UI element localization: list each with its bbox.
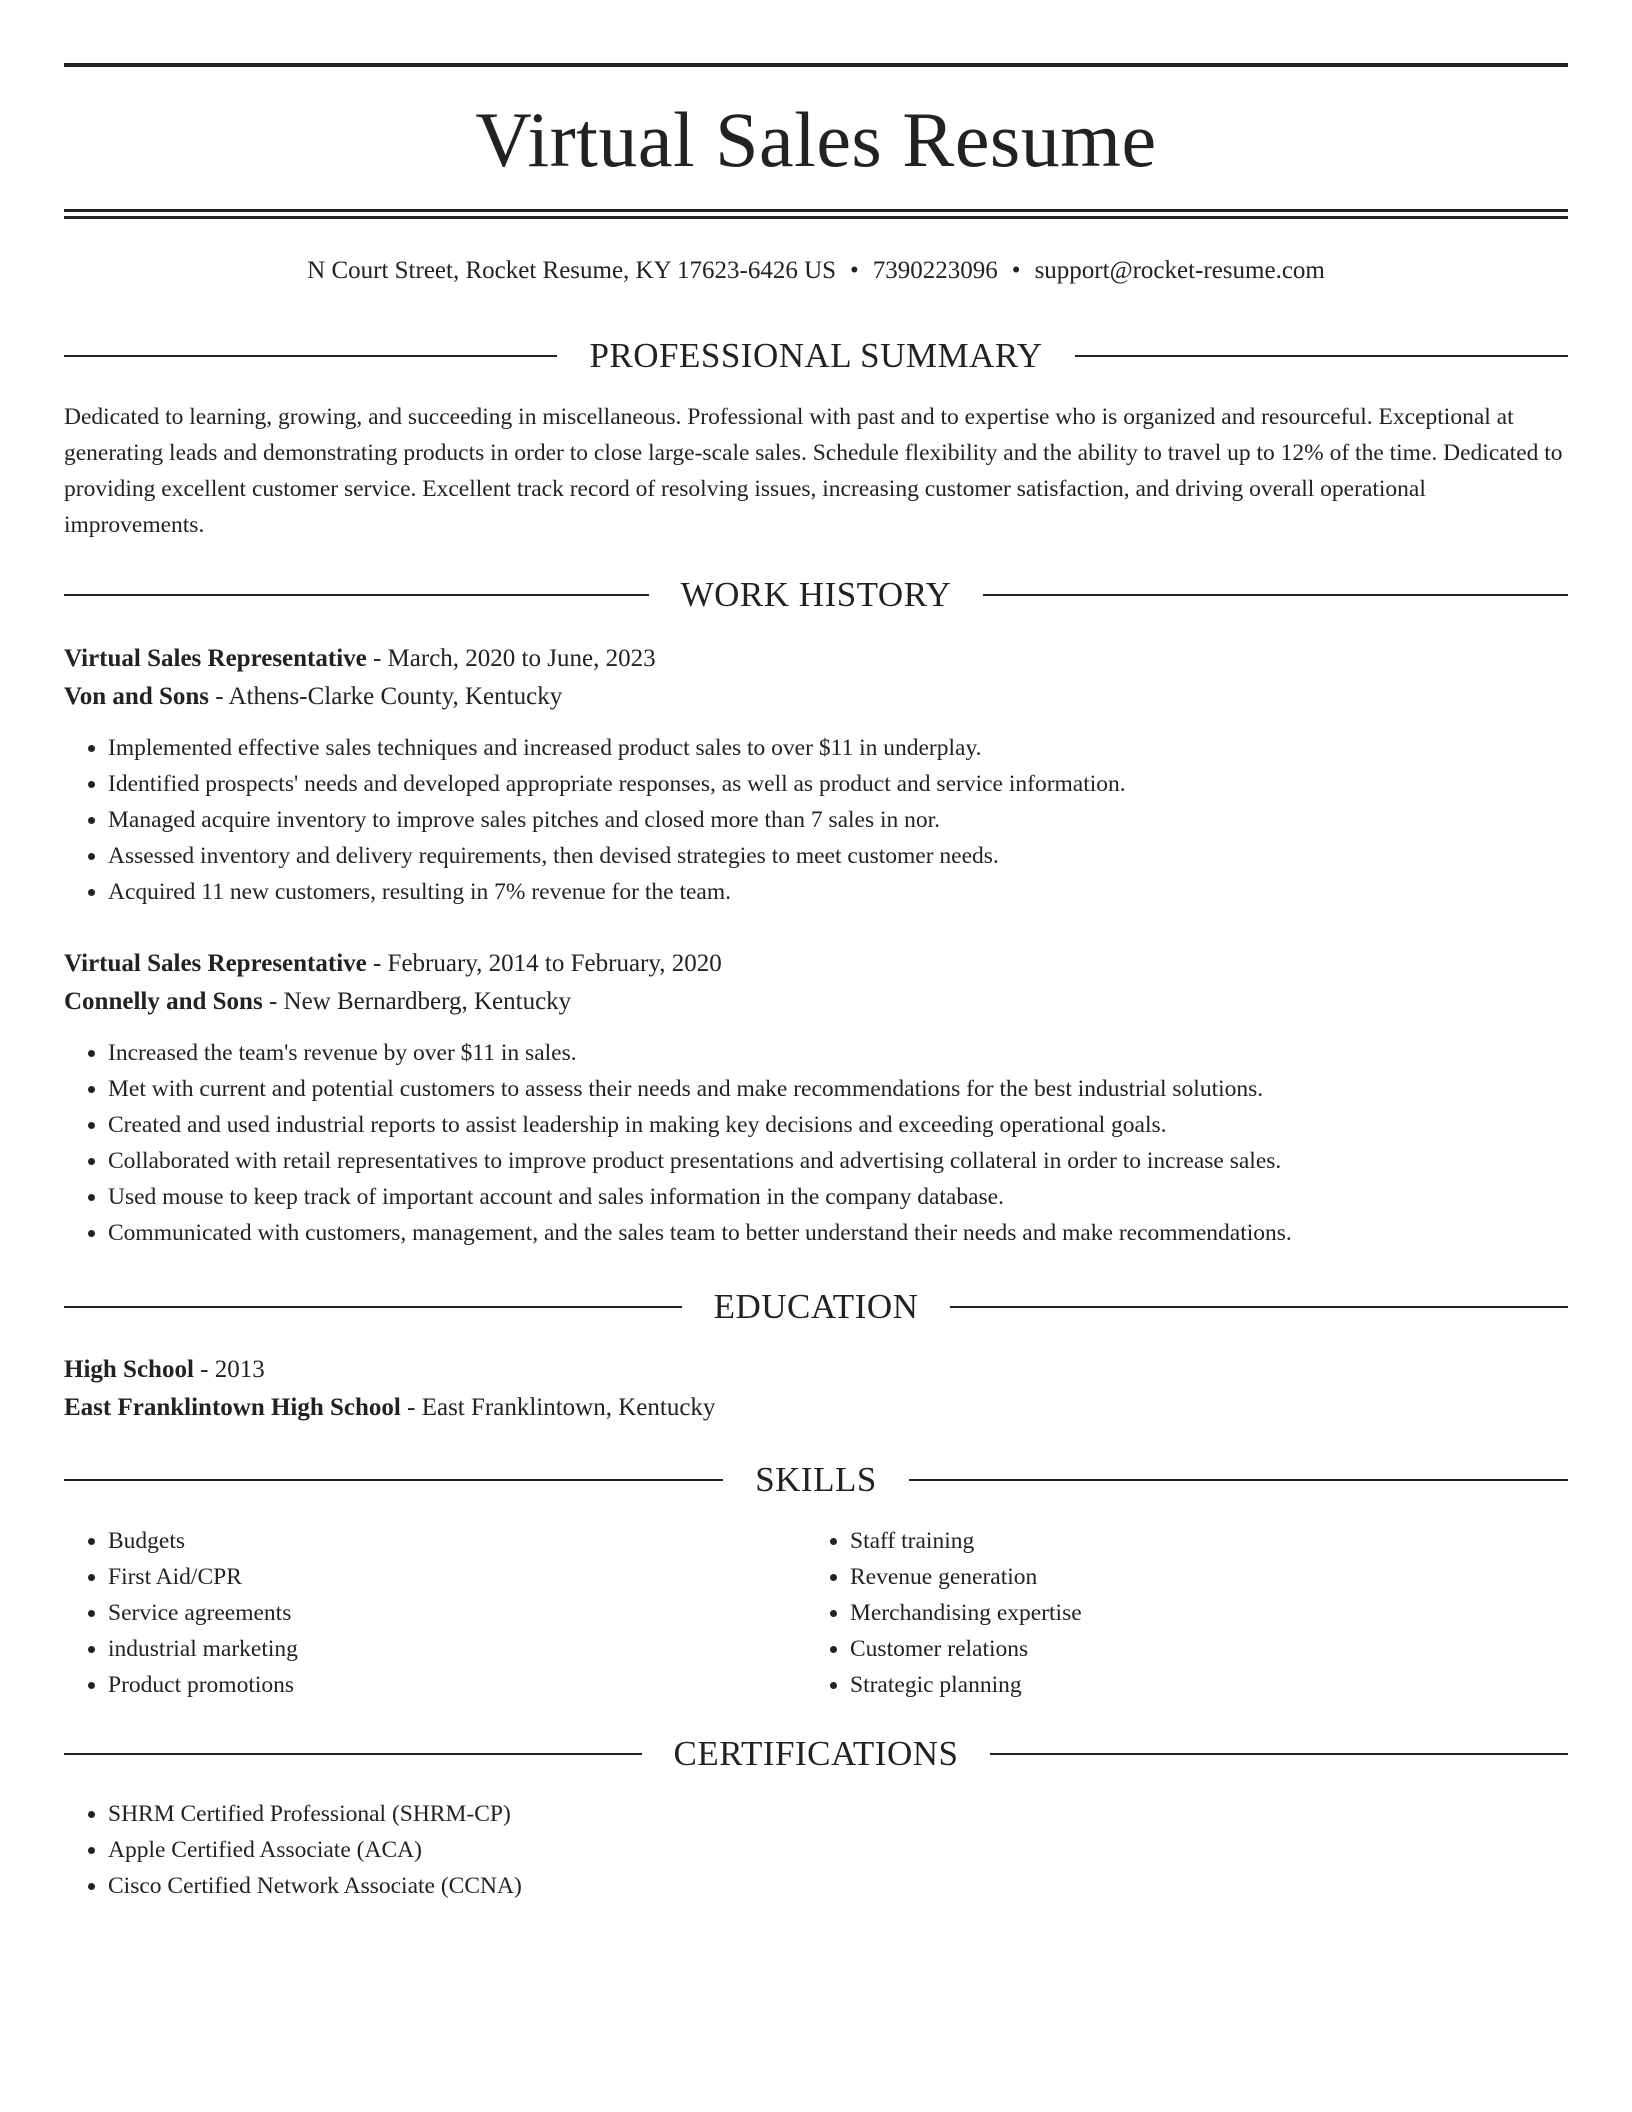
list-item: • Implemented effective sales techniques and increased product sales to over $11 in underplay. (108, 730, 1568, 766)
degree: High School (64, 1356, 194, 1383)
summary-text: Dedicated to learning, growing, and succeeding in miscellaneous. Professional with past and to expertise who is organized and resourceful. Exceptional at generating leads and demonstrating products in order to close large-scale sales. Schedule flexibility and the ability to travel up to 12% of the time. Dedicated to providing excellent customer service. Excellent track record of resolving issues, increasing customer satisfaction, and driving overall operational improvements. (64, 404, 1563, 538)
list-item: • Apple Certified Associate (ACA) (108, 1832, 1568, 1868)
section-label: PROFESSIONAL SUMMARY (589, 336, 1043, 375)
skills-bullets (806, 1523, 1548, 1703)
job-company: Von and Sons (64, 683, 210, 710)
job-location: - New Bernardberg, Kentucky (262, 988, 572, 1015)
heading-rule-left (64, 1753, 642, 1755)
section-heading-education (64, 1285, 1568, 1329)
list-item: • Staff training (850, 1523, 1548, 1559)
list-item: • Managed acquire inventory to improve sales pitches and closed more than 7 sales in nor. (108, 802, 1568, 838)
school-line (64, 1389, 1568, 1427)
school-name: East Franklintown High School (64, 1394, 401, 1421)
list-item: • industrial marketing (108, 1631, 806, 1667)
job-bullets (64, 730, 1568, 910)
list-item: • Identified prospects' needs and developed appropriate responses, as well as product and service information. (108, 766, 1568, 802)
list-item: • Acquired 11 new customers, resulting in 7% revenue for the team. (108, 874, 1568, 910)
heading-rule-right (983, 594, 1568, 596)
list-item: • Merchandising expertise (850, 1595, 1548, 1631)
skills-bullets (64, 1523, 806, 1703)
section-heading-summary (64, 334, 1568, 378)
list-item: • Budgets (108, 1523, 806, 1559)
heading-rule-left (64, 594, 649, 596)
list-item: • Service agreements (108, 1595, 806, 1631)
job-title-line (64, 640, 1568, 678)
skills-column-left (64, 1523, 806, 1703)
school-location: - East Franklintown, Kentucky (400, 1394, 716, 1421)
header-divider-lower (64, 216, 1568, 219)
contact-separator: • (850, 257, 859, 284)
heading-rule-left (64, 1306, 682, 1308)
section-label: EDUCATION (713, 1287, 919, 1326)
degree-line (64, 1351, 1568, 1389)
list-item: • Product promotions (108, 1667, 806, 1703)
job-company-line (64, 678, 1568, 716)
list-item: • Assessed inventory and delivery requirements, then devised strategies to meet customer needs. (108, 838, 1568, 874)
certifications-list (64, 1796, 1568, 1904)
heading-rule-right (990, 1753, 1568, 1755)
list-item: • First Aid/CPR (108, 1559, 806, 1595)
section-heading-certifications (64, 1732, 1568, 1776)
graduation-year: - 2013 (193, 1356, 265, 1383)
header-divider-upper (64, 209, 1568, 212)
heading-rule-right (909, 1479, 1568, 1481)
job-title: Virtual Sales Representative (64, 645, 367, 672)
list-item: • Revenue generation (850, 1559, 1548, 1595)
section-label: WORK HISTORY (680, 575, 952, 614)
list-item: • Created and used industrial reports to assist leadership in making key decisions and exceeding operational goals. (108, 1107, 1568, 1143)
contact-address: N Court Street, Rocket Resume, KY 17623-6426 US (307, 257, 837, 284)
job-location: - Athens-Clarke County, Kentucky (209, 683, 563, 710)
heading-rule-right (1075, 355, 1568, 357)
heading-rule-left (64, 355, 557, 357)
section-label: CERTIFICATIONS (673, 1734, 959, 1773)
list-item: • Strategic planning (850, 1667, 1548, 1703)
job-title: Virtual Sales Representative (64, 950, 367, 977)
list-item: • Communicated with customers, management, and the sales team to better understand their needs and make recommendations. (108, 1215, 1568, 1251)
list-item: • Increased the team's revenue by over $11 in sales. (108, 1035, 1568, 1071)
section-heading-work (64, 573, 1568, 617)
list-item: • Collaborated with retail representatives to improve product presentations and advertising collateral in order to increase sales. (108, 1143, 1568, 1179)
section-label: SKILLS (755, 1460, 877, 1499)
job-title-line (64, 945, 1568, 983)
job-company: Connelly and Sons (64, 988, 263, 1015)
list-item: • Used mouse to keep track of important account and sales information in the company database. (108, 1179, 1568, 1215)
contact-separator: • (1011, 257, 1021, 284)
certification-bullets (64, 1796, 1568, 1904)
section-heading-skills (64, 1458, 1568, 1502)
contact-phone: 7390223096 (872, 257, 998, 284)
contact-email: support@rocket-resume.com (1034, 257, 1325, 284)
list-item: • Customer relations (850, 1631, 1548, 1667)
page-title: Virtual Sales Resume (475, 96, 1157, 183)
education-entry (64, 1351, 1568, 1427)
job-dates: - March, 2020 to June, 2023 (366, 645, 656, 672)
list-item: • SHRM Certified Professional (SHRM-CP) (108, 1796, 1568, 1832)
skills-column-right (806, 1523, 1548, 1703)
list-item: • Met with current and potential customers to assess their needs and make recommendations for the best industrial solutions. (108, 1071, 1568, 1107)
header-top-rule (64, 63, 1568, 67)
job-bullets (64, 1035, 1568, 1251)
heading-rule-left (64, 1479, 723, 1481)
job-dates: - February, 2014 to February, 2020 (366, 950, 722, 977)
job-entry (64, 945, 1568, 1251)
list-item: • Cisco Certified Network Associate (CCNA) (108, 1868, 1568, 1904)
job-entry (64, 640, 1568, 910)
job-company-line (64, 983, 1568, 1021)
heading-rule-right (950, 1306, 1568, 1308)
skills-list (64, 1523, 1568, 1703)
contact-line (0, 253, 1632, 289)
